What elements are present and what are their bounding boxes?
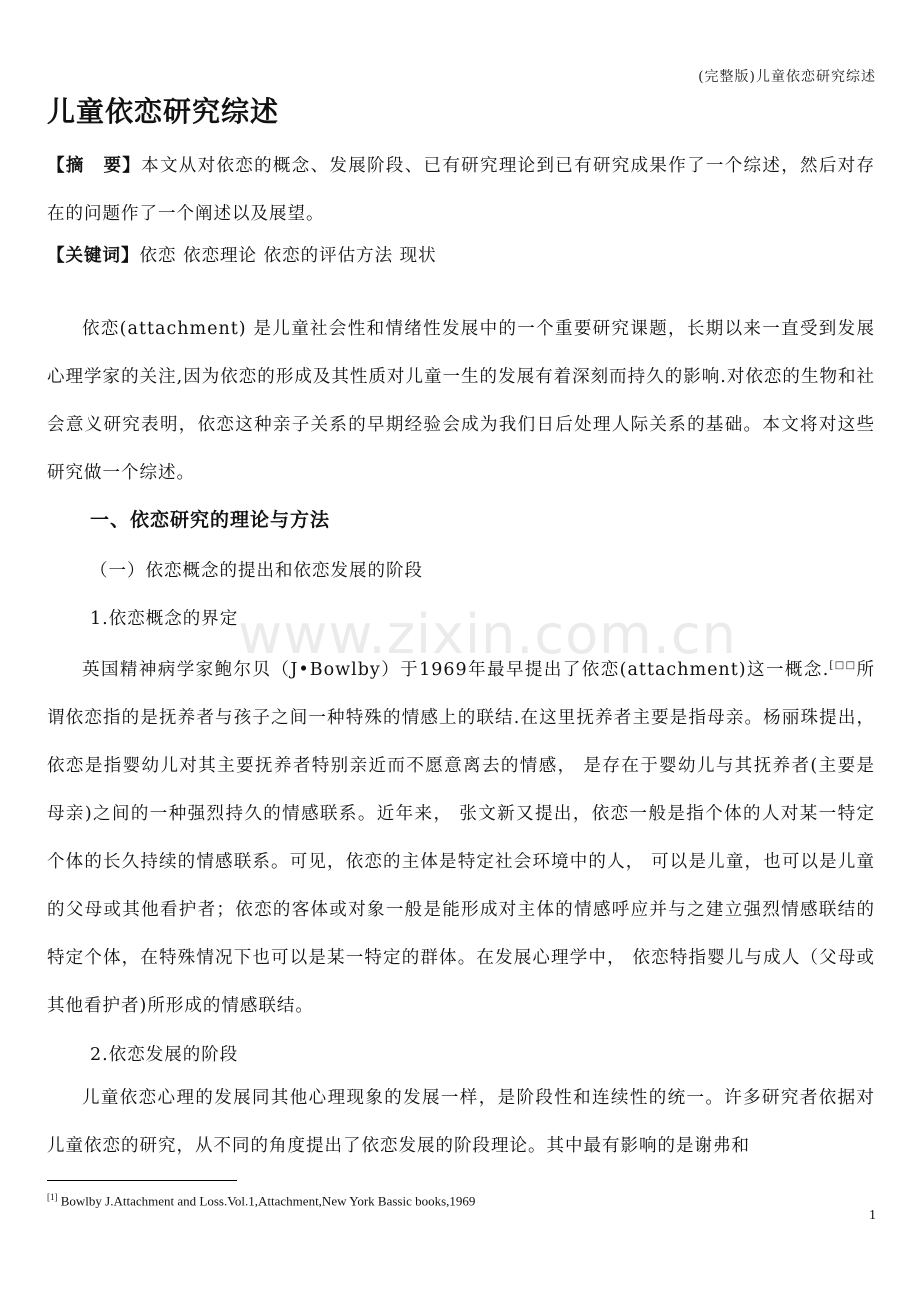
abstract-label: 【摘 要】 xyxy=(47,156,142,176)
subsection-heading: （一）依恋概念的提出和依恋发展的阶段 xyxy=(90,561,423,581)
item1-text-after-ref: 所谓依恋指的是抚养者与孩子之间一种特殊的情感上的联结.在这里抚养者主要是指母亲。杨丽珠提出，依恋是指婴幼儿对其主要抚养者特别亲近而不愿意离去的情感， 是存在于婴幼儿与其抚养者(主要是母亲)之间的一种强烈持久的情感联系。近年来， 张文新又提出，依恋一般是指个体的人对某一特定个体的长久持续的情感联系。可见，依恋的主体是特定社会环境中的人， 可以是儿童，也可以是儿童的父母或其他看护者；依恋的客体或对象一般是能形成对主体的情感呼应并与之建立强烈情感联结的特定个体，在特殊情况下也可以是某一特定的群体。在发展心理学中， 依恋特指婴儿与成人（父母或其他看护者)所形成的情感联结。 xyxy=(47,659,875,1016)
running-header: (完整版)儿童依恋研究综述 xyxy=(698,69,876,85)
item1-heading: 1.依恋概念的界定 xyxy=(90,609,239,629)
keywords-text: 依恋 依恋理论 依恋的评估方法 现状 xyxy=(139,246,437,266)
page-number: 1 xyxy=(869,1208,876,1223)
footnote xyxy=(47,1192,475,1209)
footnote-ref-mark[interactable]: [□□ xyxy=(829,660,857,671)
section-heading: 一、依恋研究的理论与方法 xyxy=(90,509,331,531)
abstract-text: 本文从对依恋的概念、发展阶段、已有研究理论到已有研究成果作了一个综述，然后对存在的问题作了一个阐述以及展望。 xyxy=(47,156,876,224)
intro-paragraph: 依恋(attachment) 是儿童社会性和情绪性发展中的一个重要研究课题，长期以来一直受到发展心理学家的关注,因为依恋的形成及其性质对儿童一生的发展有着深刻而持久的影响.对依恋的生物和社会意义研究表明，依恋这种亲子关系的早期经验会成为我们日后处理人际关系的基础。本文将对这些研究做一个综述。 xyxy=(47,319,875,483)
abstract-paragraph xyxy=(47,142,875,238)
item2-heading: 2.依恋发展的阶段 xyxy=(90,1045,239,1065)
item1-paragraph xyxy=(47,642,875,1030)
keywords-label: 【关键词】 xyxy=(47,246,140,266)
footnote-mark: [1] xyxy=(47,1192,58,1202)
watermark: www.zixin.com.cn xyxy=(238,603,737,666)
keywords-paragraph xyxy=(47,232,875,280)
footnote-divider xyxy=(47,1180,237,1181)
footnote-text: Bowlby J.Attachment and Loss.Vol.1,Attachment,New York Bassic books,1969 xyxy=(57,1193,476,1209)
item1-text-before-ref: 英国精神病学家鲍尔贝（J•Bowlby）于1969年最早提出了依恋(attachment)这一概念. xyxy=(82,659,830,680)
document-title: 儿童依恋研究综述 xyxy=(47,95,280,128)
item2-paragraph: 儿童依恋心理的发展同其他心理现象的发展一样，是阶段性和连续性的统一。许多研究者依据对儿童依恋的研究，从不同的角度提出了依恋发展的阶段理论。其中最有影响的是谢弗和 xyxy=(47,1088,875,1156)
